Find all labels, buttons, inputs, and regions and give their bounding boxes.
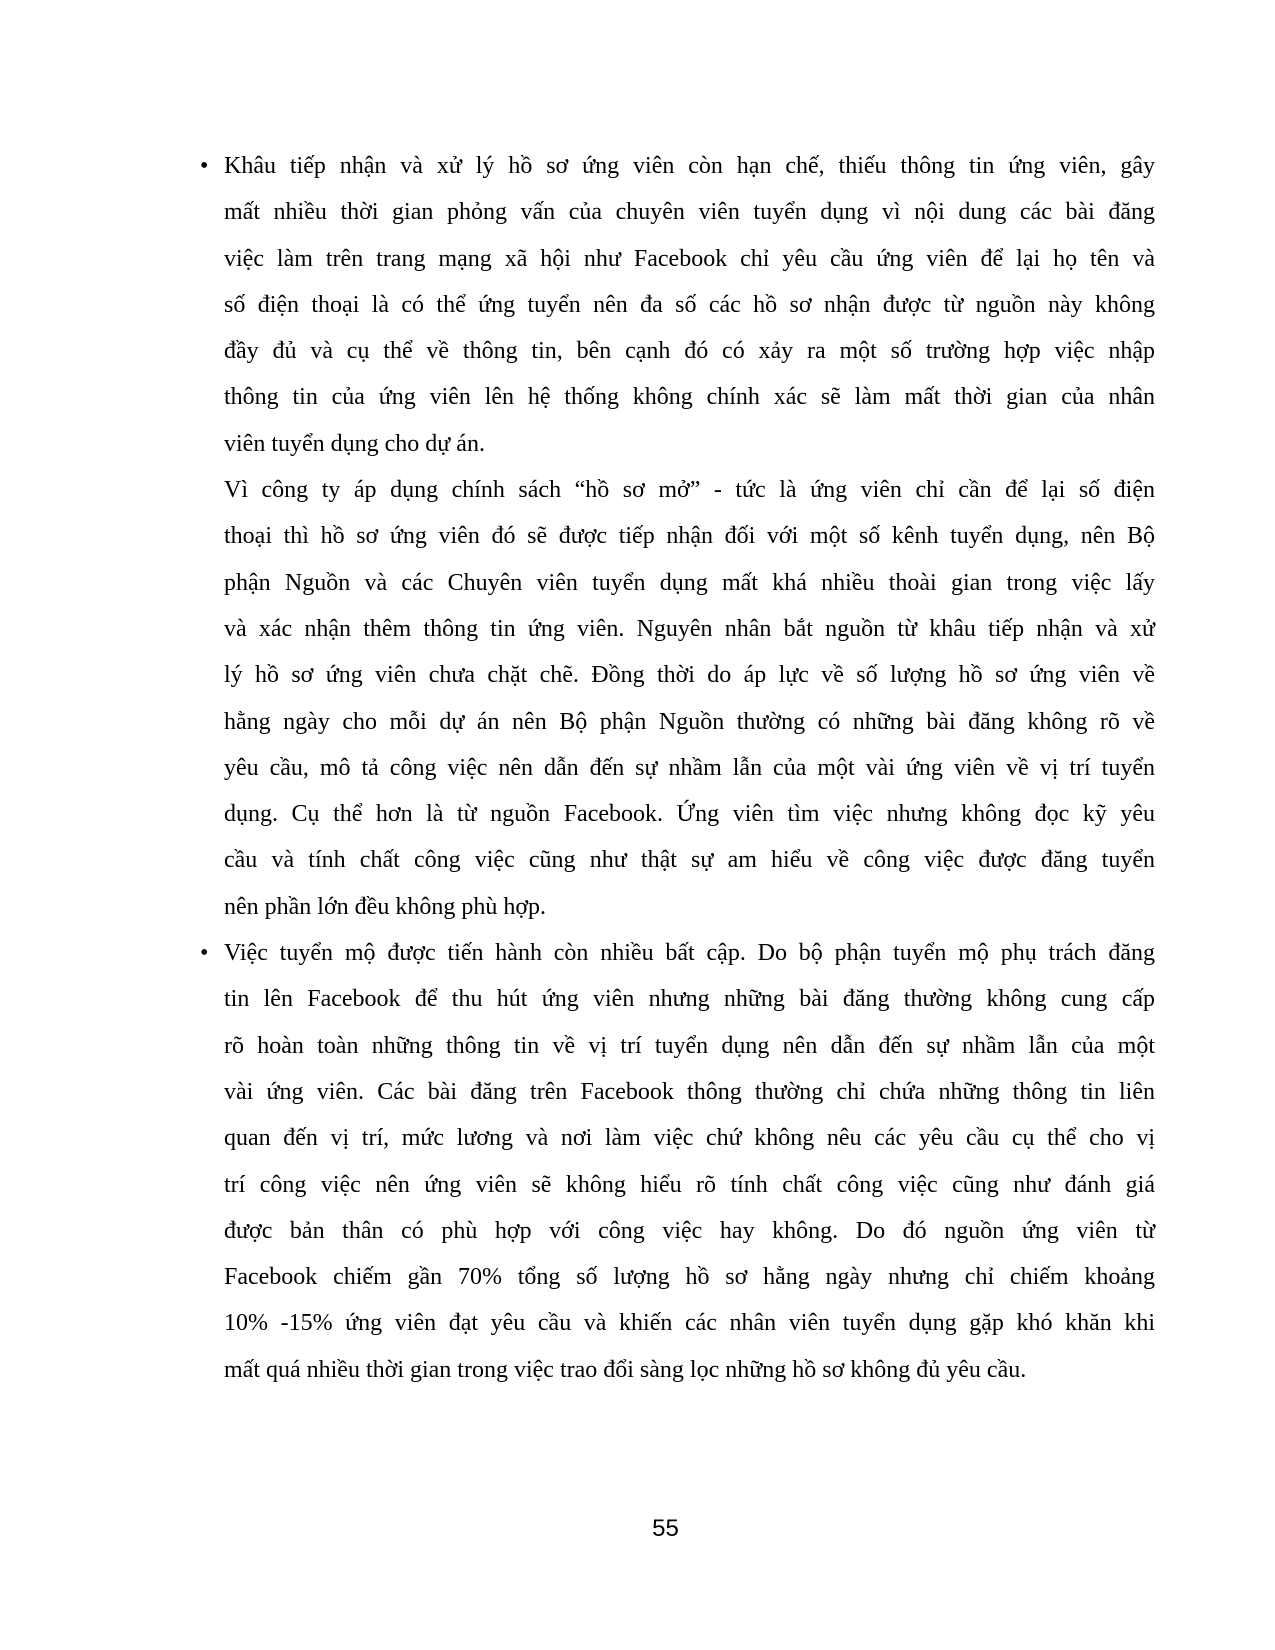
text-line: Việc tuyển mộ được tiến hành còn nhiều bất cập. Do bộ phận tuyển mộ phụ trách đăng: [224, 940, 1155, 967]
text-line: việc làm trên trang mạng xã hội như Facebook chỉ yêu cầu ứng viên để lại họ tên và: [224, 245, 1155, 272]
bulleted-paragraph: [200, 143, 1155, 467]
text-line: rõ hoàn toàn những thông tin về vị trí tuyển dụng nên dẫn đến sự nhầm lẫn của một: [224, 1032, 1155, 1059]
bulleted-paragraph: [200, 930, 1155, 1393]
text-line: thoại thì hồ sơ ứng viên đó sẽ được tiếp nhận đối với một số kênh tuyển dụng, nên Bộ: [224, 523, 1155, 550]
text-line: mất quá nhiều thời gian trong việc trao đổi sàng lọc những hồ sơ không đủ yêu cầu.: [224, 1356, 1027, 1383]
text-line: thông tin của ứng viên lên hệ thống không chính xác sẽ làm mất thời gian của nhân: [224, 384, 1155, 411]
bullet-icon: •: [200, 940, 209, 967]
text-line: mất nhiều thời gian phỏng vấn của chuyên viên tuyển dụng vì nội dung các bài đăng: [224, 199, 1155, 226]
text-line: 10% -15% ứng viên đạt yêu cầu và khiến các nhân viên tuyển dụng gặp khó khăn khi: [224, 1310, 1155, 1337]
text-line: tin lên Facebook để thu hút ứng viên nhưng những bài đăng thường không cung cấp: [224, 986, 1155, 1013]
text-line: được bản thân có phù hợp với công việc hay không. Do đó nguồn ứng viên từ: [224, 1217, 1155, 1244]
paragraph: [224, 467, 1155, 930]
page-number: 55: [652, 1515, 679, 1542]
text-line: viên tuyển dụng cho dự án.: [224, 430, 485, 457]
text-line: trí công việc nên ứng viên sẽ không hiểu rõ tính chất công việc cũng như đánh giá: [224, 1171, 1155, 1198]
text-line: và xác nhận thêm thông tin ứng viên. Nguyên nhân bắt nguồn từ khâu tiếp nhận và xử: [224, 615, 1155, 642]
text-line: lý hồ sơ ứng viên chưa chặt chẽ. Đồng thời do áp lực về số lượng hồ sơ ứng viên về: [224, 662, 1155, 689]
text-line: nên phần lớn đều không phù hợp.: [224, 893, 547, 920]
text-line: Vì công ty áp dụng chính sách “hồ sơ mở” - tức là ứng viên chỉ cần để lại số điện: [224, 477, 1155, 504]
text-line: số điện thoại là có thể ứng tuyển nên đa số các hồ sơ nhận được từ nguồn này không: [224, 291, 1155, 318]
text-line: hằng ngày cho mỗi dự án nên Bộ phận Nguồn thường có những bài đăng không rõ về: [224, 708, 1155, 735]
text-line: quan đến vị trí, mức lương và nơi làm việc chứ không nêu các yêu cầu cụ thể cho vị: [224, 1125, 1155, 1152]
document-body: [200, 143, 1155, 1393]
text-line: yêu cầu, mô tả công việc nên dẫn đến sự nhầm lẫn của một vài ứng viên về vị trí tuyển: [224, 754, 1155, 781]
text-line: Khâu tiếp nhận và xử lý hồ sơ ứng viên còn hạn chế, thiếu thông tin ứng viên, gây: [224, 153, 1155, 179]
text-line: cầu và tính chất công việc cũng như thật sự am hiểu về công việc được đăng tuyển: [224, 847, 1155, 874]
text-line: vài ứng viên. Các bài đăng trên Facebook thông thường chỉ chứa những thông tin liên: [224, 1078, 1155, 1105]
text-line: dụng. Cụ thể hơn là từ nguồn Facebook. Ứng viên tìm việc nhưng không đọc kỹ yêu: [224, 801, 1155, 828]
bullet-icon: •: [200, 153, 209, 179]
text-line: Facebook chiếm gần 70% tổng số lượng hồ sơ hằng ngày nhưng chỉ chiếm khoảng: [224, 1264, 1155, 1291]
text-line: phận Nguồn và các Chuyên viên tuyển dụng mất khá nhiều thoài gian trong việc lấy: [224, 569, 1155, 596]
text-line: đầy đủ và cụ thể về thông tin, bên cạnh đó có xảy ra một số trường hợp việc nhập: [224, 338, 1155, 365]
